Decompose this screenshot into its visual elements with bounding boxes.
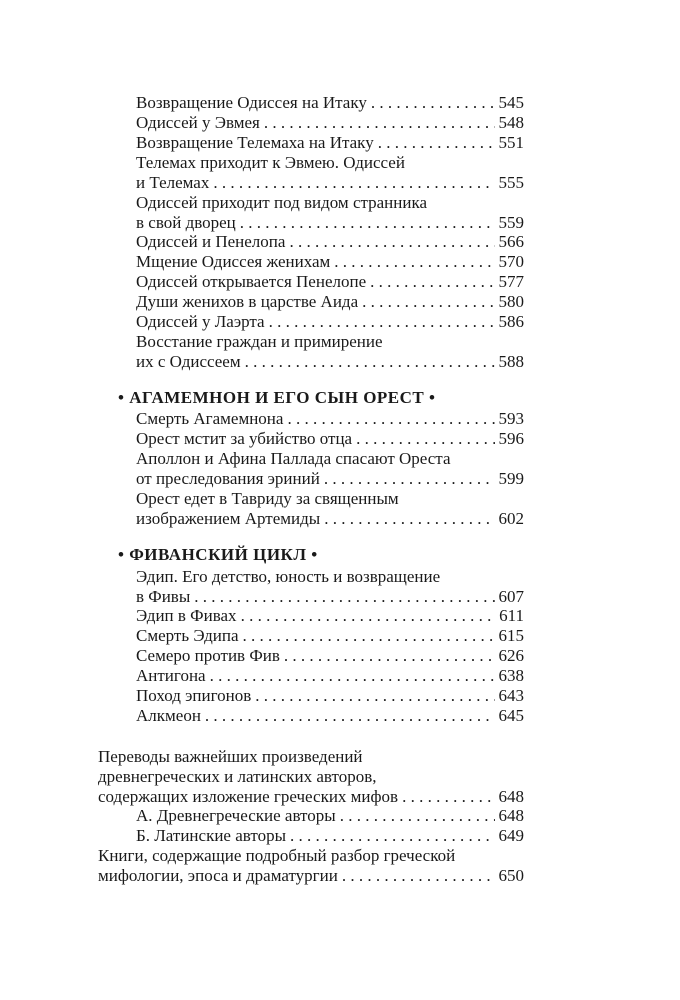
toc-entry[interactable] xyxy=(136,626,524,646)
page-number: 577 xyxy=(498,272,524,291)
page-number: 638 xyxy=(498,666,524,685)
entry-title: Б. Латинские авторы xyxy=(136,826,286,845)
leader-dots xyxy=(269,312,495,332)
leader-dots xyxy=(194,587,494,607)
leader-dots xyxy=(402,787,494,807)
entry-title: мифологии, эпоса и драматургии xyxy=(98,866,338,885)
page-number: 548 xyxy=(498,113,524,132)
page-number: 599 xyxy=(498,469,524,488)
leader-dots xyxy=(356,429,494,449)
leader-dots xyxy=(362,292,494,312)
page-number: 559 xyxy=(498,213,524,232)
page-number: 551 xyxy=(498,133,524,152)
entry-title-line: Эдип. Его детство, юность и возвращение xyxy=(136,567,441,586)
entry-title: изображением Артемиды xyxy=(136,509,321,528)
entry-title: Одиссей и Пенелопа xyxy=(136,232,286,251)
entry-title: Семеро против Фив xyxy=(136,646,280,665)
leader-dots xyxy=(340,806,495,826)
toc-entry[interactable] xyxy=(136,252,524,272)
toc-entry[interactable] xyxy=(136,606,524,626)
page-number: 545 xyxy=(498,93,524,112)
page-number: 650 xyxy=(498,866,524,885)
page-number: 615 xyxy=(498,626,524,645)
entry-title-line: Переводы важнейших произведений xyxy=(98,747,363,766)
toc-entry[interactable] xyxy=(136,153,524,193)
entry-title: Эдип в Фивах xyxy=(136,606,237,625)
page-number: 648 xyxy=(498,806,524,825)
leader-dots xyxy=(241,606,496,626)
leader-dots xyxy=(324,509,494,529)
entry-title: Одиссей у Эвмея xyxy=(136,113,260,132)
toc-entry[interactable] xyxy=(136,429,524,449)
page-number: 607 xyxy=(498,587,524,606)
page-number: 555 xyxy=(498,173,524,192)
page-number: 593 xyxy=(498,409,524,428)
page-number: 588 xyxy=(498,352,524,371)
leader-dots xyxy=(243,626,495,646)
entry-title-line: древнегреческих и латинских авторов, xyxy=(98,767,377,786)
page-number: 602 xyxy=(498,509,524,528)
entry-title: Алкмеон xyxy=(136,706,201,725)
toc-entry[interactable] xyxy=(136,409,524,429)
leader-dots xyxy=(284,646,495,666)
toc-entry[interactable] xyxy=(136,133,524,153)
entry-title: в Фивы xyxy=(136,587,191,606)
leader-dots xyxy=(255,686,494,706)
entry-title: Смерть Агамемнона xyxy=(136,409,284,428)
page-number: 580 xyxy=(498,292,524,311)
toc-entry[interactable] xyxy=(136,93,524,113)
entry-title: Одиссей у Лаэрта xyxy=(136,312,265,331)
leader-dots xyxy=(370,272,494,292)
leader-dots xyxy=(287,409,494,429)
entry-title: Души женихов в царстве Аида xyxy=(136,292,359,311)
toc-entry[interactable] xyxy=(136,312,524,332)
leader-dots xyxy=(210,666,495,686)
entry-title: Возвращение Телемаха на Итаку xyxy=(136,133,374,152)
entry-title: Смерть Эдипа xyxy=(136,626,239,645)
page-number: 626 xyxy=(498,646,524,665)
entry-title-line: Аполлон и Афина Паллада спасают Ореста xyxy=(136,449,451,468)
leader-dots xyxy=(264,113,495,133)
toc-entry[interactable] xyxy=(136,489,524,529)
section-heading-agamemnon: • АГАМЕМНОН И ЕГО СЫН ОРЕСТ • xyxy=(118,388,436,407)
toc-entry[interactable] xyxy=(136,826,524,846)
entry-title: Мщение Одиссея женихам xyxy=(136,252,331,271)
entry-title: от преследования эриний xyxy=(136,469,320,488)
leader-dots xyxy=(371,93,495,113)
toc-entry[interactable] xyxy=(98,846,524,886)
toc-entry[interactable] xyxy=(136,292,524,312)
toc-entry[interactable] xyxy=(136,272,524,292)
leader-dots xyxy=(342,866,495,886)
page-number: 649 xyxy=(498,826,524,845)
toc-entry[interactable] xyxy=(136,686,524,706)
entry-title: их с Одиссеем xyxy=(136,352,241,371)
leader-dots xyxy=(378,133,495,153)
toc-entry[interactable] xyxy=(136,567,524,607)
toc-entry[interactable] xyxy=(136,646,524,666)
toc-entry[interactable] xyxy=(136,666,524,686)
page-number: 586 xyxy=(498,312,524,331)
leader-dots xyxy=(290,826,495,846)
page-number: 570 xyxy=(498,252,524,271)
leader-dots xyxy=(334,252,494,272)
entry-title: в свой дворец xyxy=(136,213,236,232)
page-number: 645 xyxy=(498,706,524,725)
toc-entry[interactable] xyxy=(136,332,524,372)
entry-title-line: Книги, содержащие подробный разбор греческой xyxy=(98,846,456,865)
leader-dots xyxy=(240,213,495,233)
entry-title: Одиссей открывается Пенелопе xyxy=(136,272,367,291)
leader-dots xyxy=(324,469,495,489)
page-number: 648 xyxy=(498,787,524,806)
toc-entry[interactable] xyxy=(136,806,524,826)
entry-title: содержащих изложение греческих мифов xyxy=(98,787,399,806)
toc-entry[interactable] xyxy=(136,193,524,233)
toc-entry[interactable] xyxy=(136,113,524,133)
entry-title-line: Восстание граждан и примирение xyxy=(136,332,383,351)
entry-title: Возвращение Одиссея на Итаку xyxy=(136,93,367,112)
entry-title: Поход эпигонов xyxy=(136,686,252,705)
toc-entry[interactable] xyxy=(136,706,524,726)
leader-dots xyxy=(205,706,495,726)
page-number: 643 xyxy=(498,686,524,705)
toc-entry[interactable] xyxy=(98,747,524,807)
leader-dots xyxy=(213,173,494,193)
entry-title-line: Телемах приходит к Эвмею. Одиссей xyxy=(136,153,405,172)
entry-title: А. Древнегреческие авторы xyxy=(136,806,336,825)
entry-title: Орест мстит за убийство отца xyxy=(136,429,353,448)
toc-entry[interactable] xyxy=(136,449,524,489)
entry-title: и Телемах xyxy=(136,173,210,192)
page-number: 566 xyxy=(498,232,524,251)
toc-entry[interactable] xyxy=(136,232,524,252)
leader-dots xyxy=(245,352,495,372)
leader-dots xyxy=(289,232,494,252)
page-number: 611 xyxy=(499,606,524,625)
entry-title-line: Орест едет в Тавриду за священным xyxy=(136,489,399,508)
section-heading-theban: • ФИВАНСКИЙ ЦИКЛ • xyxy=(118,545,318,564)
entry-title-line: Одиссей приходит под видом странника xyxy=(136,193,428,212)
page-number: 596 xyxy=(498,429,524,448)
entry-title: Антигона xyxy=(136,666,206,685)
